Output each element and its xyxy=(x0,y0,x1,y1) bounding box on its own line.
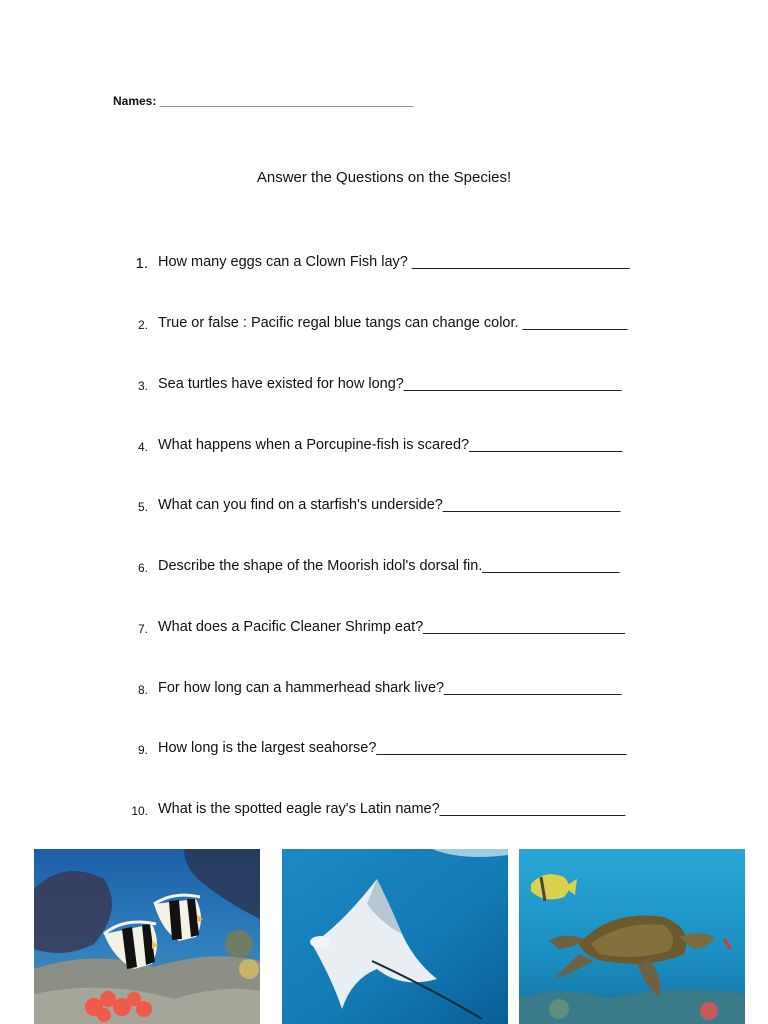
moorish-idol-photo xyxy=(34,849,260,1024)
question-text: What can you find on a starfish's underside?______________________ xyxy=(158,497,621,513)
question-number: 2. xyxy=(137,318,148,332)
question-number: 5. xyxy=(137,500,148,514)
question-text: What happens when a Porcupine-fish is scared?___________________ xyxy=(158,437,623,453)
question-number: 7. xyxy=(137,622,148,636)
names-field: Names: ______________________________________ xyxy=(113,94,414,108)
question-item xyxy=(0,376,768,396)
question-item xyxy=(0,619,768,639)
question-item xyxy=(0,437,768,457)
question-number: 1. xyxy=(135,255,148,272)
question-text: Describe the shape of the Moorish idol's dorsal fin._________________ xyxy=(158,558,620,574)
question-text: How long is the largest seahorse?_______________________________ xyxy=(158,740,627,756)
question-item xyxy=(0,680,768,700)
worksheet-title: Answer the Questions on the Species! xyxy=(256,169,512,186)
sea-turtle-photo xyxy=(519,849,745,1024)
question-number: 9. xyxy=(137,743,148,757)
question-text: How many eggs can a Clown Fish lay? ___________________________ xyxy=(158,254,630,270)
question-number: 4. xyxy=(137,440,148,454)
question-text: What is the spotted eagle ray's Latin name?_______________________ xyxy=(158,801,626,817)
question-item xyxy=(0,497,768,517)
question-text: Sea turtles have existed for how long?___________________________ xyxy=(158,376,622,392)
question-text: True or false : Pacific regal blue tangs can change color. _____________ xyxy=(158,315,628,331)
question-number: 6. xyxy=(137,561,148,575)
question-number: 10. xyxy=(131,804,148,818)
question-text: For how long can a hammerhead shark live?______________________ xyxy=(158,680,622,696)
eagle-ray-photo xyxy=(282,849,508,1024)
question-item xyxy=(0,740,768,760)
question-text: What does a Pacific Cleaner Shrimp eat?_________________________ xyxy=(158,619,625,635)
question-item xyxy=(0,558,768,578)
question-item xyxy=(0,315,768,335)
question-number: 3. xyxy=(137,379,148,393)
question-item xyxy=(0,801,768,821)
question-number: 8. xyxy=(137,683,148,697)
question-item xyxy=(0,254,768,274)
